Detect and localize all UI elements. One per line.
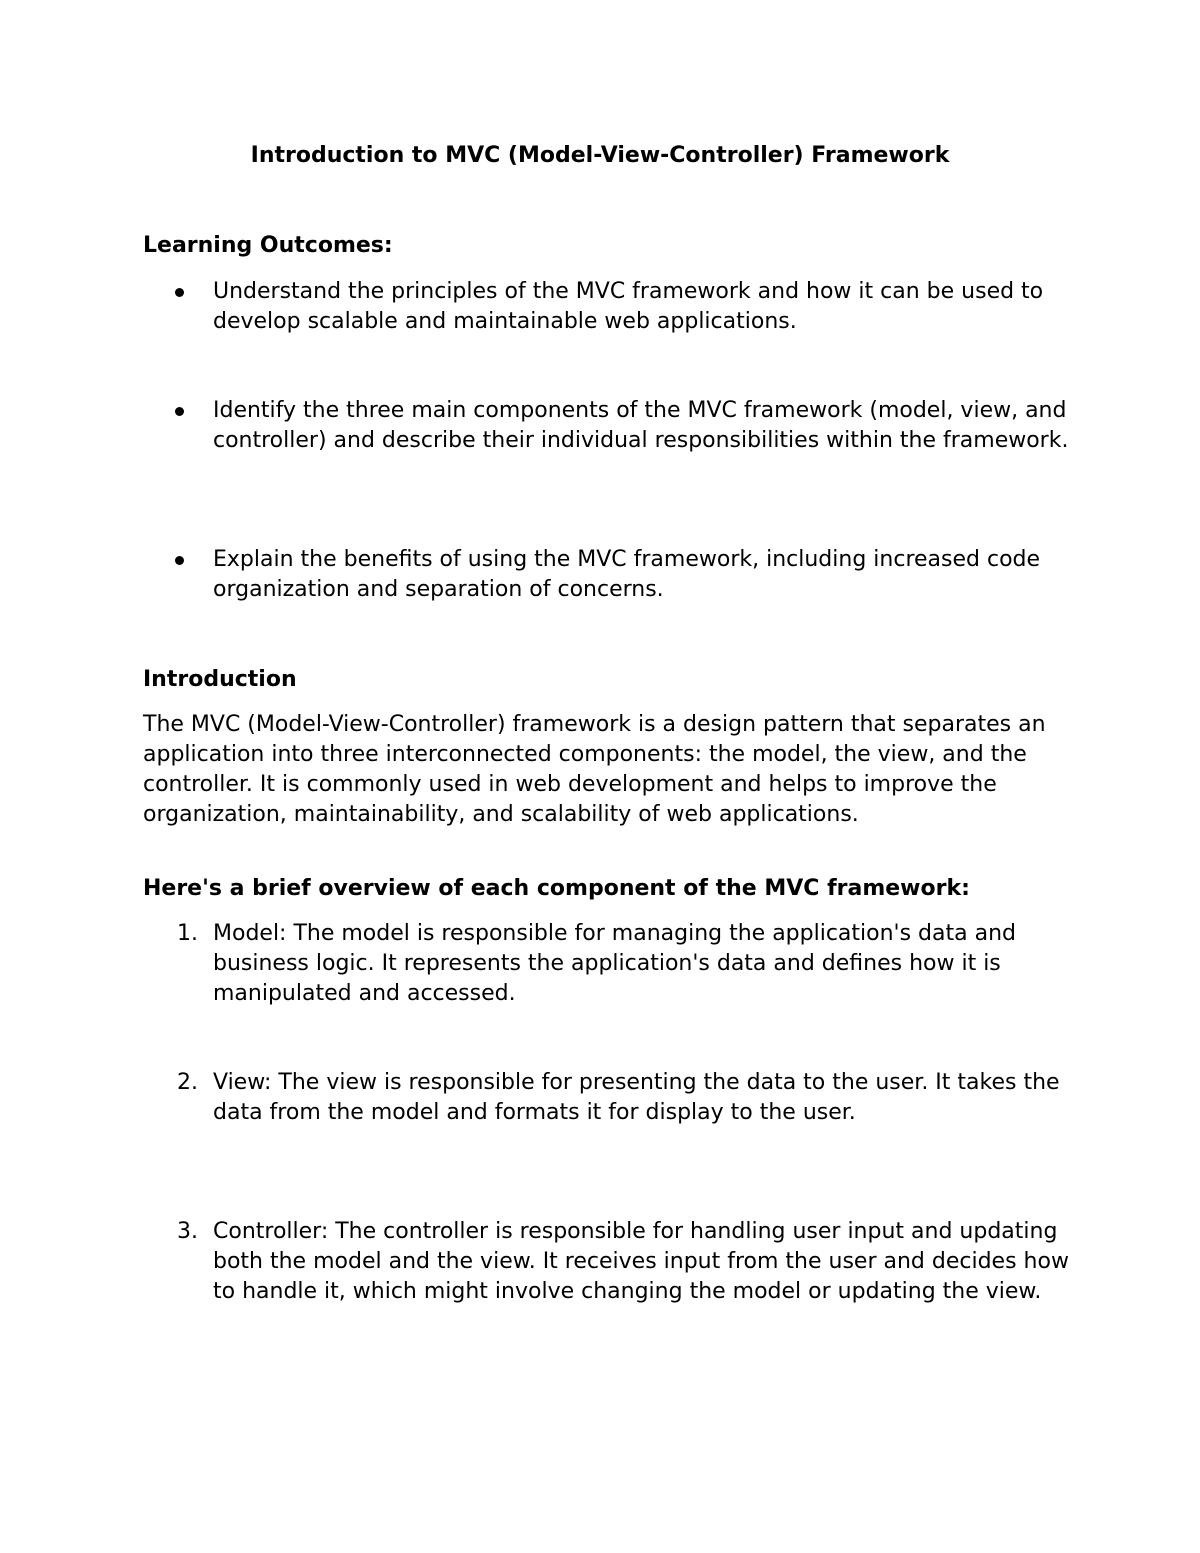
overview-heading: Here's a brief overview of each component of the MVC framework: bbox=[143, 876, 970, 901]
outcome-text: Understand the principles of the MVC framework and how it can be used to develop scalable and maintainable web applications. bbox=[213, 279, 1044, 334]
outcome-list-item bbox=[143, 545, 1073, 605]
introduction-paragraph: The MVC (Model-View-Controller) framework is a design pattern that separates an application into three interconnected components: the model, the view, and the controller. It is commonly used in web development and helps to improve the organization, maintainability, and scalability of web applications. bbox=[143, 712, 1046, 827]
component-text: View: The view is responsible for presenting the data to the user. It takes the data from the model and formats it for display to the user. bbox=[213, 1070, 1060, 1125]
component-list-item bbox=[143, 1217, 1073, 1307]
document-title: Introduction to MVC (Model-View-Controller) Framework bbox=[250, 143, 950, 168]
outcome-list-item bbox=[143, 277, 1073, 337]
introduction-heading: Introduction bbox=[143, 667, 297, 692]
learning-outcomes-heading: Learning Outcomes: bbox=[143, 233, 393, 258]
component-list-item bbox=[143, 1068, 1073, 1128]
component-text: Controller: The controller is responsible for handling user input and updating both the model and the view. It receives input from the user and decides how to handle it, which might involve changing the model or updating the view. bbox=[213, 1219, 1069, 1304]
list-number: 2. bbox=[177, 1070, 198, 1095]
outcome-list-item bbox=[143, 396, 1073, 456]
component-text: Model: The model is responsible for managing the application's data and business logic. It represents the application's data and defines how it is manipulated and accessed. bbox=[213, 921, 1016, 1006]
outcome-text: Identify the three main components of the MVC framework (model, view, and controller) and describe their individual responsibilities within the framework. bbox=[213, 398, 1069, 453]
list-number: 3. bbox=[177, 1219, 198, 1244]
outcome-text: Explain the benefits of using the MVC framework, including increased code organization and separation of concerns. bbox=[213, 547, 1041, 602]
list-number: 1. bbox=[177, 921, 198, 946]
component-list-item bbox=[143, 919, 1073, 1009]
